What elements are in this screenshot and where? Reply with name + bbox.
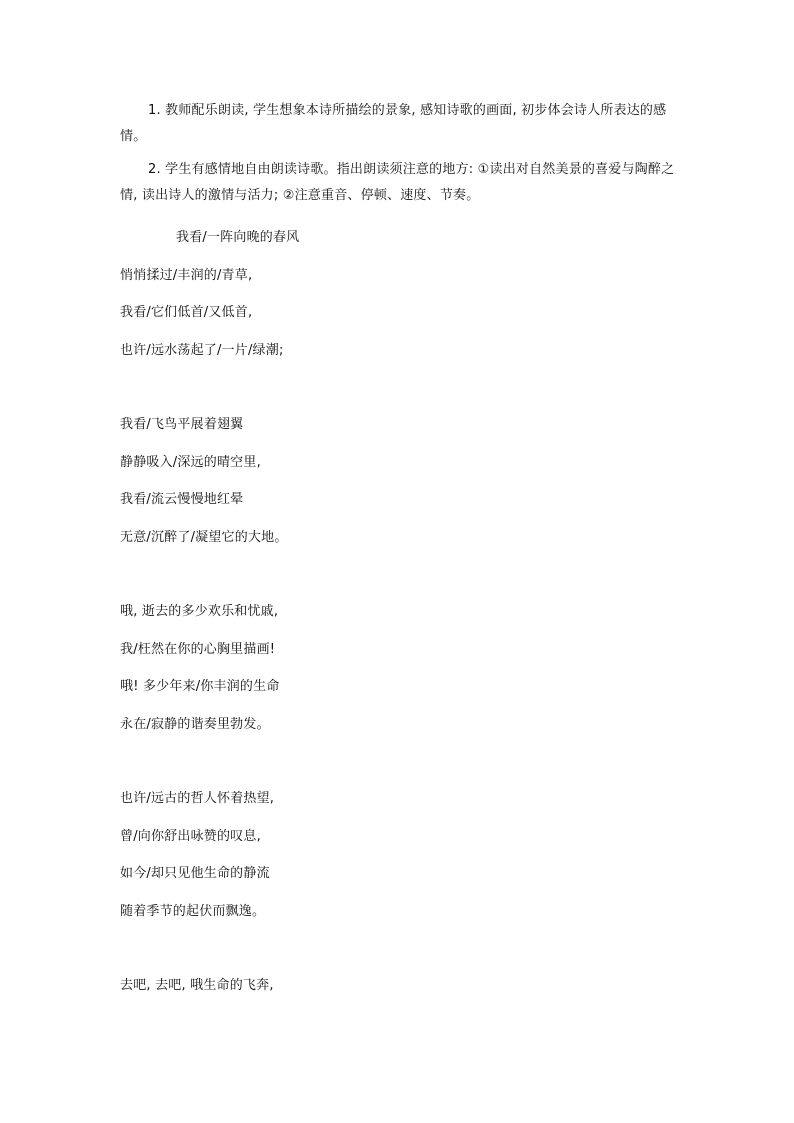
poem-line: 静静吸入/深远的晴空里, (120, 455, 261, 470)
poem-line: 我看/流云慢慢地红晕 (120, 492, 244, 507)
poem-line: 去吧, 去吧, 哦生命的飞奔, (120, 978, 274, 993)
poem-line: 哦, 逝去的多少欢乐和忧戚, (120, 604, 279, 619)
instruction-paragraph-2: 2. 学生有感情地自由朗读诗歌。指出朗读须注意的地方: ①读出对自然美景的喜爱与陶醉之情, 读出诗人的激情与活力; ②注意重音、停顿、速度、节奏。 (120, 162, 675, 203)
poem-line: 永在/寂静的谐奏里勃发。 (120, 717, 270, 732)
poem-line: 曾/向你舒出咏赞的叹息, (120, 829, 261, 844)
poem-line: 随着季节的起伏而飘逸。 (120, 904, 266, 919)
poem-line: 我/枉然在你的心胸里描画! (120, 642, 276, 657)
poem-line: 我看/它们低首/又低首, (120, 305, 253, 320)
poem-line: 悄悄揉过/丰润的/青草, (120, 268, 253, 283)
poem-line: 也许/远古的哲人怀着热望, (120, 791, 275, 806)
poem-line: 哦! 多少年来/你丰润的生命 (120, 679, 280, 694)
poem-line: 我看/一阵向晚的春风 (176, 230, 300, 245)
poem-line: 如今/却只见他生命的静流 (120, 866, 270, 881)
instruction-paragraph-1: 1. 教师配乐朗读, 学生想象本诗所描绘的景象, 感知诗歌的画面, 初步体会诗人所表达的感情。 (120, 103, 667, 144)
poem-line: 我看/飞鸟平展着翅翼 (120, 417, 244, 432)
poem-line: 也许/远水荡起了/一片/绿潮; (120, 343, 284, 358)
poem-line: 无意/沉醉了/凝望它的大地。 (120, 530, 288, 545)
